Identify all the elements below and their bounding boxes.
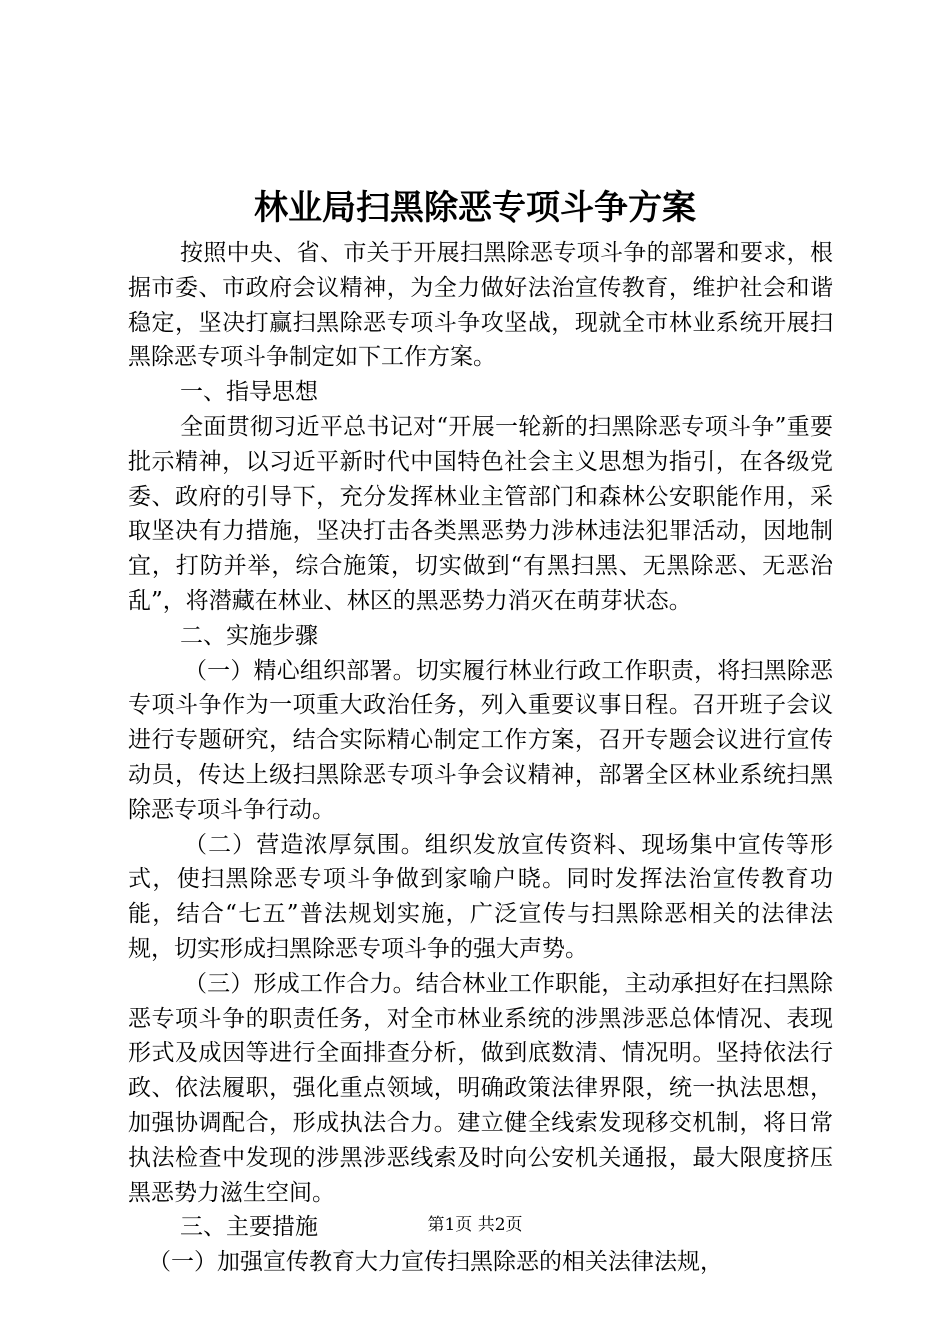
step-2-paragraph: （二）营造浓厚氛围。组织发放宣传资料、现场集中宣传等形式，使扫黑除恶专项斗争做到家喻户晓。同时发挥法治宣传教育功能，结合“七五”普法规划实施，广泛宣传与扫黑除恶相关的法律法规，切实形成扫黑除恶专项斗争的强大声势。	[128, 831, 833, 962]
page-footer: 第1页 共2页	[427, 1215, 523, 1235]
intro-paragraph: 按照中央、省、市关于开展扫黑除恶专项斗争的部署和要求，根据市委、市政府会议精神，为全力做好法治宣传教育，维护社会和谐稳定，坚决打赢扫黑除恶专项斗争攻坚战，现就全市林业系统开展扫黑除恶专项斗争制定如下工作方案。	[128, 240, 833, 371]
guiding-thought-paragraph: 全面贯彻习近平总书记对“开展一轮新的扫黑除恶专项斗争”重要批示精神，以习近平新时代中国特色社会主义思想为指引，在各级党委、政府的引导下，充分发挥林业主管部门和森林公安职能作用，采取坚决有力措施，坚决打击各类黑恶势力涉林违法犯罪活动，因地制宜，打防并举，综合施策，切实做到“有黑扫黑、无黑除恶、无恶治乱”，将潜藏在林业、林区的黑恶势力消灭在萌芽状态。	[128, 413, 833, 614]
section-heading-main-measures: 三、主要措施	[180, 1214, 318, 1241]
document-body	[128, 236, 833, 1280]
section-heading-implementation-steps: 二、实施步骤	[180, 622, 318, 649]
step-3-paragraph: （三）形成工作合力。结合林业工作职能，主动承担好在扫黑除恶专项斗争的职责任务，对全市林业系统的涉黑涉恶总体情况、表现形式及成因等进行全面排查分析，做到底数清、情况明。坚持依法行政、依法履职，强化重点领域，明确政策法律界限，统一执法思想，加强协调配合，形成执法合力。建立健全线索发现移交机制，将日常执法检查中发现的涉黑涉恶线索及时向公安机关通报，最大限度挤压黑恶势力滋生空间。	[128, 970, 833, 1206]
section-heading-guiding-thought: 一、指导思想	[180, 379, 318, 406]
measure-1-paragraph: （一）加强宣传教育大力宣传扫黑除恶的相关法律法规，	[148, 1249, 723, 1276]
document-title: 林业局扫黑除恶专项斗争方案	[254, 188, 696, 228]
step-1-paragraph: （一）精心组织部署。切实履行林业行政工作职责，将扫黑除恶专项斗争作为一项重大政治任务，列入重要议事日程。召开班子会议进行专题研究，结合实际精心制定工作方案，召开专题会议进行宣传动员，传达上级扫黑除恶专项斗争会议精神，部署全区林业系统扫黑除恶专项斗争行动。	[128, 657, 833, 823]
